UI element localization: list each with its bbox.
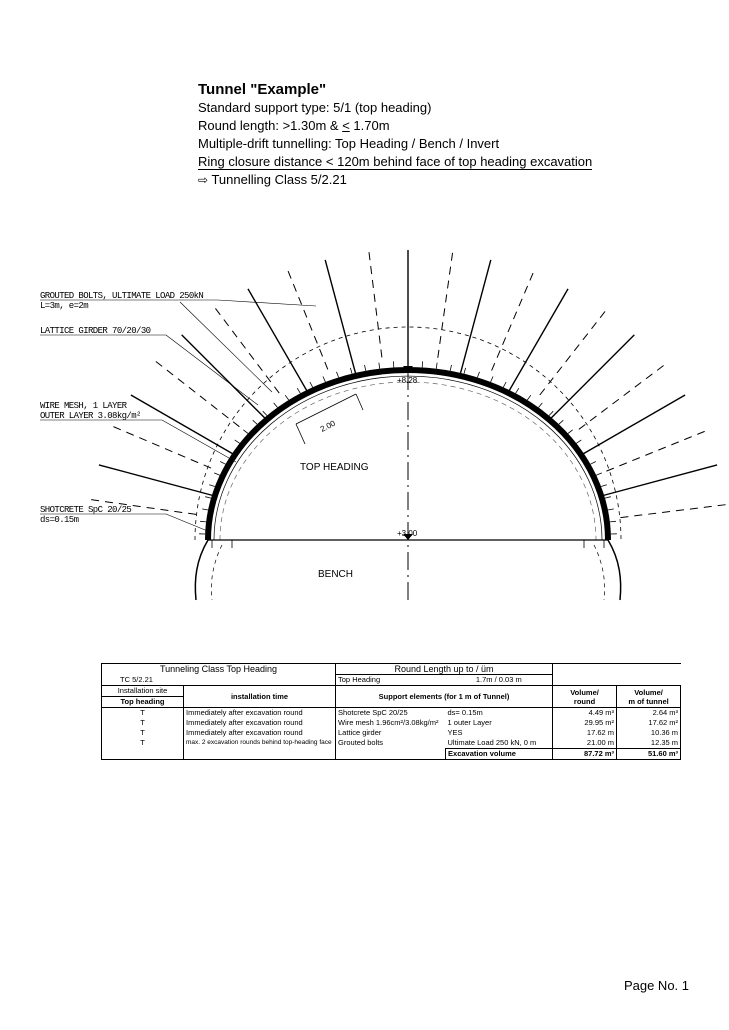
round-length-post: 1.70m: [349, 118, 390, 133]
callout-mesh-1: WIRE MESH, 1 LAYER: [40, 401, 127, 411]
rock-bolt: [603, 465, 717, 496]
lattice-tick: [243, 430, 248, 434]
table-row: [102, 738, 681, 749]
lattice-tick: [263, 411, 267, 415]
row-volume-round: 29.95 m²: [553, 718, 617, 728]
lattice-tick: [297, 388, 300, 393]
lattice-tick: [436, 363, 437, 369]
lattice-tick: [310, 382, 313, 387]
callout-bolts-2: L=3m, e=2m: [40, 301, 89, 311]
lattice-tick: [200, 521, 206, 522]
lattice-tick: [450, 365, 451, 371]
bench-label: BENCH: [318, 569, 354, 580]
round-length-lte: <: [342, 118, 350, 133]
excavation-volume-label: Excavation volume: [446, 749, 553, 760]
tunnelling-class-line: [198, 171, 638, 189]
installation-site-label: Installation site: [102, 686, 184, 697]
round-top-heading: Top Heading: [336, 675, 446, 686]
lattice-tick: [214, 473, 220, 475]
lattice-tick: [503, 382, 506, 387]
table-row: [102, 718, 681, 728]
bench-right-wall: [608, 540, 621, 600]
round-heading: Round Length up to / üm: [336, 664, 553, 675]
lattice-tick: [235, 440, 240, 443]
callout-shotcrete-2: ds=0.15m: [40, 515, 79, 525]
round-value: 1.7m / 0.03 m: [446, 675, 553, 686]
row-support-element: Grouted bolts: [338, 738, 384, 748]
table-row: [102, 728, 681, 738]
header-block: [198, 80, 638, 189]
rock-bolt: [551, 335, 635, 419]
row-volume-tunnel: 10.36 m: [617, 728, 681, 738]
row-site: T: [102, 708, 184, 719]
excavation-volume-tunnel: 51.60 m³: [617, 749, 681, 760]
row-support-spec: Ultimate Load 250 kN, 0 m: [446, 738, 553, 749]
lattice-tick: [227, 451, 232, 454]
bolt-dashed-line: [110, 425, 211, 468]
lattice-tick: [491, 377, 493, 383]
row-site: T: [102, 718, 184, 728]
row-volume-round: 4.49 m³: [553, 708, 617, 719]
dimension-line: [296, 394, 356, 424]
lattice-tick: [205, 497, 211, 498]
rock-bolt: [248, 289, 307, 391]
row-volume-tunnel: 12.35 m: [617, 738, 681, 749]
lattice-tick: [559, 420, 563, 424]
row-installation-time: Immediately after excavation round: [184, 728, 336, 738]
round-length-pre: Round length: >1.30m &: [198, 118, 343, 133]
volume-round-header: Volume/ round: [553, 686, 617, 708]
row-installation-time: Immediately after excavation round: [184, 718, 336, 728]
callout-shotcrete-leader: [166, 514, 210, 532]
support-type-line: Standard support type: 5/1 (top heading): [198, 100, 432, 115]
class-heading: Tunneling Class Top Heading: [102, 664, 336, 675]
row-volume-tunnel: 17.62 m²: [617, 718, 681, 728]
row-installation-time: Immediately after excavation round: [184, 708, 336, 719]
callout-girder-leader: [166, 335, 258, 405]
rock-bolt: [509, 289, 568, 391]
lattice-tick: [274, 403, 278, 408]
volume-tunnel-header: Volume/ m of tunnel: [617, 686, 681, 708]
multiple-drift-line: Multiple-drift tunnelling: Top Heading / Bench / Invert: [198, 136, 500, 151]
row-site: T: [102, 728, 184, 738]
lattice-tick: [608, 509, 614, 510]
lattice-tick: [350, 368, 352, 374]
page-number: Page No. 1: [623, 978, 689, 993]
lattice-tick: [591, 462, 596, 465]
row-support-spec: ds= 0.15m: [446, 708, 553, 719]
dimension-label: 2.00: [318, 418, 337, 434]
support-elements-header: Support elements (for 1 m of Tunnel): [336, 686, 553, 708]
row-volume-round: 17.62 m: [553, 728, 617, 738]
bolt-dashed-line: [492, 269, 535, 370]
lattice-tick: [539, 403, 543, 408]
bolt-dashed-line: [153, 359, 240, 427]
rock-bolt: [325, 260, 356, 374]
ring-closure-text: Ring closure distance < 120m behind face of top heading excavation: [198, 154, 593, 169]
bench-left-wall: [195, 540, 208, 600]
callout-mesh-leader: [162, 420, 236, 462]
top-heading-label: Top heading: [102, 697, 184, 708]
excavation-volume-round: 87.72 m³: [553, 749, 617, 760]
lattice-tick: [584, 451, 589, 454]
lattice-tick: [365, 365, 366, 371]
lattice-tick: [337, 372, 339, 378]
row-support-spec: YES: [446, 728, 553, 738]
document-title: Tunnel "Example": [198, 81, 327, 98]
lattice-tick: [464, 368, 466, 374]
bolt-dashed-line: [213, 305, 279, 393]
row-volume-tunnel: 2.64 m³: [617, 708, 681, 719]
bolt-dashed-line: [579, 363, 667, 429]
rock-bolt: [182, 335, 266, 419]
tc-code: TC 5/2.21: [102, 675, 336, 686]
tunnel-cross-section: [0, 230, 729, 610]
row-site: T: [102, 738, 184, 749]
row-support-element: Shotcrete SpC 20/25: [338, 708, 408, 717]
table-row: [102, 708, 681, 719]
rock-bolt: [131, 395, 233, 454]
bolt-dashed-line: [620, 504, 729, 517]
lattice-tick: [253, 420, 257, 424]
row-support-element: Wire mesh 1.96cm²/3.08kg/m²: [338, 718, 439, 727]
lattice-tick: [605, 497, 611, 498]
callout-girder: LATTICE GIRDER 70/20/30: [40, 326, 151, 336]
rock-bolt: [583, 395, 685, 454]
lattice-tick: [209, 485, 215, 487]
row-support-spec: 1 outer Layer: [446, 718, 553, 728]
arrow-right-icon: ⇨: [198, 173, 209, 187]
bolt-dashed-line: [606, 430, 708, 471]
rock-bolt: [460, 260, 491, 374]
bolt-dashed-line: [369, 248, 382, 357]
lattice-tick: [220, 462, 225, 465]
bolt-dashed-line: [287, 267, 328, 369]
row-support-element: Lattice girder: [338, 728, 382, 737]
lattice-tick: [596, 473, 602, 475]
lattice-tick: [610, 521, 616, 522]
callout-bolts-1: GROUTED BOLTS, ULTIMATE LOAD 250kN: [40, 291, 204, 301]
rock-bolt: [99, 465, 213, 496]
ring-closure-line: [198, 153, 638, 171]
callout-shotcrete-1: SHOTCRETE SpC 20/25: [40, 505, 132, 515]
row-installation-time: max. 2 excavation rounds behind top-heading face: [184, 738, 336, 749]
lattice-tick: [527, 395, 531, 400]
tunnelling-class-text: Tunnelling Class 5/2.21: [211, 172, 347, 187]
lattice-tick: [576, 440, 581, 443]
lattice-tick: [202, 509, 208, 510]
elevation-top: +8.28: [397, 376, 418, 385]
bolt-dashed-line: [438, 249, 453, 358]
top-heading-label: TOP HEADING: [300, 462, 369, 473]
bench-left-dashed: [211, 545, 222, 600]
row-volume-round: 21.00 m: [553, 738, 617, 749]
lattice-tick: [477, 372, 479, 378]
lattice-tick: [601, 485, 607, 487]
lattice-tick: [549, 411, 553, 415]
bench-right-dashed: [594, 545, 605, 600]
round-length-line: [198, 117, 638, 135]
lattice-tick: [285, 395, 289, 400]
installation-time-header: installation time: [184, 686, 336, 708]
callout-mesh-2: OUTER LAYER 3.08kg/m²: [40, 411, 141, 421]
elevation-bench: +3.00: [397, 529, 418, 538]
lattice-tick: [323, 377, 325, 383]
lattice-tick: [568, 430, 573, 434]
lattice-tick: [379, 363, 380, 369]
lattice-tick: [516, 388, 519, 393]
tunneling-class-table: [101, 663, 681, 760]
